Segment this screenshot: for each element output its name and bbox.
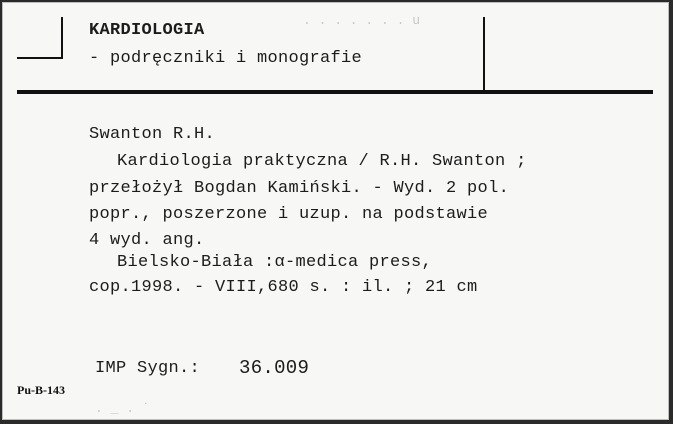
corner-horizontal-rule bbox=[17, 57, 63, 59]
physical-description-line: cop.1998. - VIII,680 s. : il. ; 21 cm bbox=[89, 278, 478, 297]
edition-line-cont: 4 wyd. ang. bbox=[89, 231, 205, 250]
edition-line: popr., poszerzone i uzup. na podstawie bbox=[89, 205, 489, 224]
title-line: Kardiologia praktyczna / R.H. Swanton ; bbox=[117, 152, 527, 171]
signature-number: 36.009 bbox=[239, 357, 310, 379]
catalog-card bbox=[2, 2, 669, 420]
header-right-rule bbox=[483, 17, 485, 93]
author-line: Swanton R.H. bbox=[89, 125, 216, 144]
library-stamp: Pu-B-143 bbox=[17, 383, 65, 397]
subject-heading: KARDIOLOGIA bbox=[89, 21, 205, 40]
faint-stamp-mark: . . . . . . . u bbox=[303, 13, 421, 28]
signature-label: IMP Sygn.: bbox=[95, 359, 201, 378]
translator-line: przełożył Bogdan Kamiński. - Wyd. 2 pol. bbox=[89, 179, 510, 198]
faint-stamp-mark-bottom: . _ . ˙ bbox=[95, 401, 150, 416]
subject-subheading: - podręczniki i monografie bbox=[89, 49, 363, 68]
header-divider bbox=[17, 90, 653, 94]
corner-vertical-rule bbox=[61, 17, 63, 59]
publisher-line: Bielsko-Biała :α-medica press, bbox=[117, 253, 433, 272]
